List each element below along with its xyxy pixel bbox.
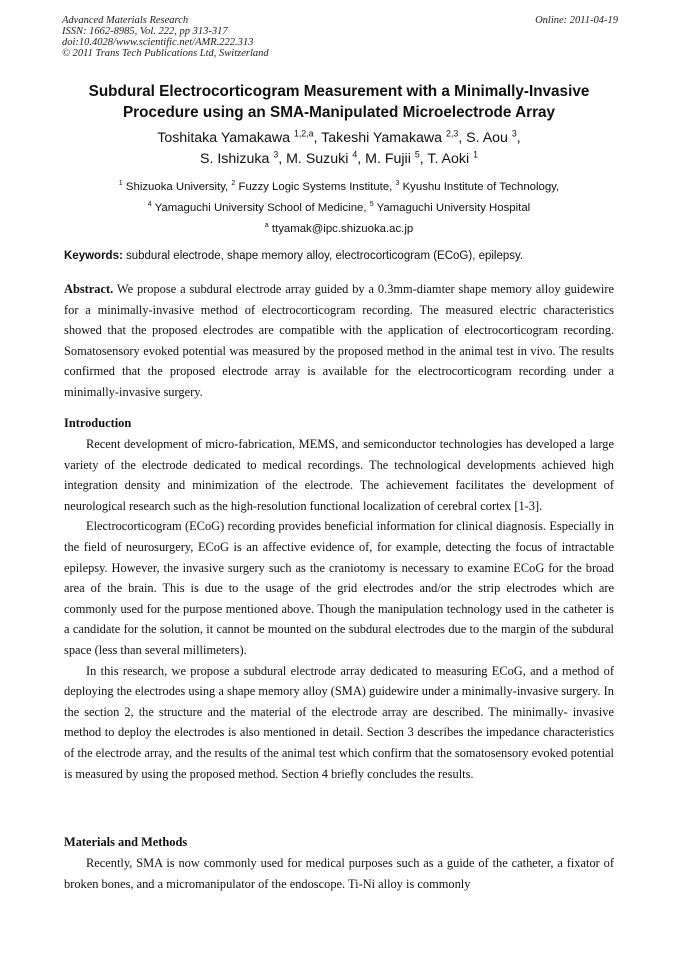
affil-text: Fuzzy Logic Systems Institute, (235, 181, 396, 193)
intro-paragraph-1: Recent development of micro-fabrication, MEMS, and semiconductor technologies has developed a large variety of the electrode dedicated to medical recordings. The technological developments achieved high integration density and minimization of the electrode. The achievement facilitates the development of neurological research such as the high-resolution functional localization of cerebral cortex [1-3]. (64, 437, 614, 513)
author-affil-sup: 1,2,a (293, 128, 314, 139)
title-line-2: Procedure using an SMA-Manipulated Microelectrode Array (122, 104, 556, 121)
author-line-2 (40, 149, 638, 170)
introduction-body (64, 434, 614, 784)
online-date: Online: 2011-04-19 (535, 15, 618, 26)
author-affil-sup: 5 (414, 149, 420, 160)
journal-doi: doi:10.4028/www.scientific.net/AMR.222.313 (62, 37, 254, 48)
affil-sup: 5 (369, 201, 374, 209)
journal-header (62, 15, 618, 59)
author-affil-sup: 3 (273, 149, 279, 160)
email-text: ttyamak@ipc.shizuoka.ac.jp (268, 223, 414, 235)
introduction-section (64, 413, 614, 434)
author-name: , T. Aoki (419, 151, 474, 167)
author-affil-sup: 3 (511, 128, 517, 139)
keywords (64, 250, 624, 262)
author-affil-sup: 1 (473, 149, 478, 160)
affil-sup: 1 (118, 180, 123, 188)
affil-text: Shizuoka University, (122, 181, 232, 193)
journal-name: Advanced Materials Research (62, 15, 189, 26)
affil-text: Kyushu Institute of Technology, (399, 181, 560, 193)
abstract-label: Abstract. (64, 282, 114, 296)
author-name: Toshitaka Yamakawa (157, 130, 294, 146)
affil-sup: 4 (147, 201, 152, 209)
affiliation-email (40, 219, 638, 240)
author-separator: , (516, 130, 521, 146)
affil-sup: a (264, 222, 269, 230)
author-name: , S. Aou (458, 130, 512, 146)
section-heading-introduction: Introduction (64, 416, 132, 430)
author-name: S. Ishizuka (199, 151, 274, 167)
intro-paragraph-2: Electrocorticogram (ECoG) recording provides beneficial information for clinical diagnosis. Especially in the field of neurosurgery, ECoG is an affective evidence of, for example, detecting the focus of intractable epilepsy. However, the invasive surgery such as the craniotomy is necessary to examine ECoG for the broad area of the brain. This is due to the usage of the grid electrodes and/or the strip electrodes which are commonly used for the purpose mentioned above. Though the manipulation technology used in the catheter is a candidate for the solution, it cannot be mounted on the subdural electrodes due to the margin of the subdural space (less than several millimeters). (64, 519, 614, 657)
author-affil-sup: 2,3 (446, 128, 459, 139)
author-line-1 (40, 128, 638, 149)
materials-section (64, 832, 614, 853)
author-name: , M. Fujii (357, 151, 415, 167)
affil-text: Yamaguchi University Hospital (373, 202, 531, 214)
affil-sup: 2 (231, 180, 236, 188)
author-list (40, 128, 638, 170)
section-heading-materials: Materials and Methods (64, 835, 188, 849)
affiliation-line-2 (40, 198, 638, 219)
abstract (64, 279, 614, 403)
author-name: , M. Suzuki (278, 151, 353, 167)
abstract-text: We propose a subdural electrode array guided by a 0.3mm-diamter shape memory alloy guidewire for a minimally-invasive method of electrocorticogram recording. The measured electric characteristics showed that the proposed electrodes are compatible with the application of electrocorticogram recording. Somatosensory evoked potential was measured by the proposed method in the animal test in vivo. The results confirmed that the proposed electrode array is available for the electrocorticogram recording under a minimally-invasive surgery. (64, 282, 614, 399)
keywords-label: Keywords: (64, 250, 123, 262)
author-affil-sup: 4 (352, 149, 358, 160)
abstract-paragraph (64, 279, 614, 403)
title-line-1: Subdural Electrocorticogram Measurement with a Minimally-Invasive (88, 83, 590, 100)
journal-issn: ISSN: 1662-8985, Vol. 222, pp 313-317 (62, 26, 228, 37)
keywords-text: subdural electrode, shape memory alloy, electrocorticogram (ECoG), epilepsy. (122, 250, 524, 262)
materials-paragraph-1: Recently, SMA is now commonly used for medical purposes such as a guide of the catheter, a fixator of broken bones, and a micromanipulator of the endoscope. Ti-Ni alloy is commonly (64, 856, 614, 891)
materials-body (64, 853, 614, 894)
affil-sup: 3 (395, 180, 400, 188)
author-name: , Takeshi Yamakawa (313, 130, 447, 146)
journal-copyright: © 2011 Trans Tech Publications Ltd, Switzerland (62, 48, 269, 59)
affiliations (40, 177, 638, 240)
intro-paragraph-3: In this research, we propose a subdural electrode array dedicated to measuring ECoG, and a method of deploying the electrodes using a shape memory alloy (SMA) guidewire under a minimally-invasive surgery. In the section 2, the structure and the material of the electrode array are described. The minimally- invasive method to deploy the electrodes is also mentioned in detail. Section 3 describes the impedance characteristics of the electrode array, and the results of the animal test which confirm that the somatosensory evoked potential is measured by using the proposed method. Section 4 briefly concludes the results. (64, 663, 614, 781)
affiliation-line-1 (40, 177, 638, 198)
paper-title (50, 81, 628, 123)
affil-text: Yamaguchi University School of Medicine, (151, 202, 370, 214)
